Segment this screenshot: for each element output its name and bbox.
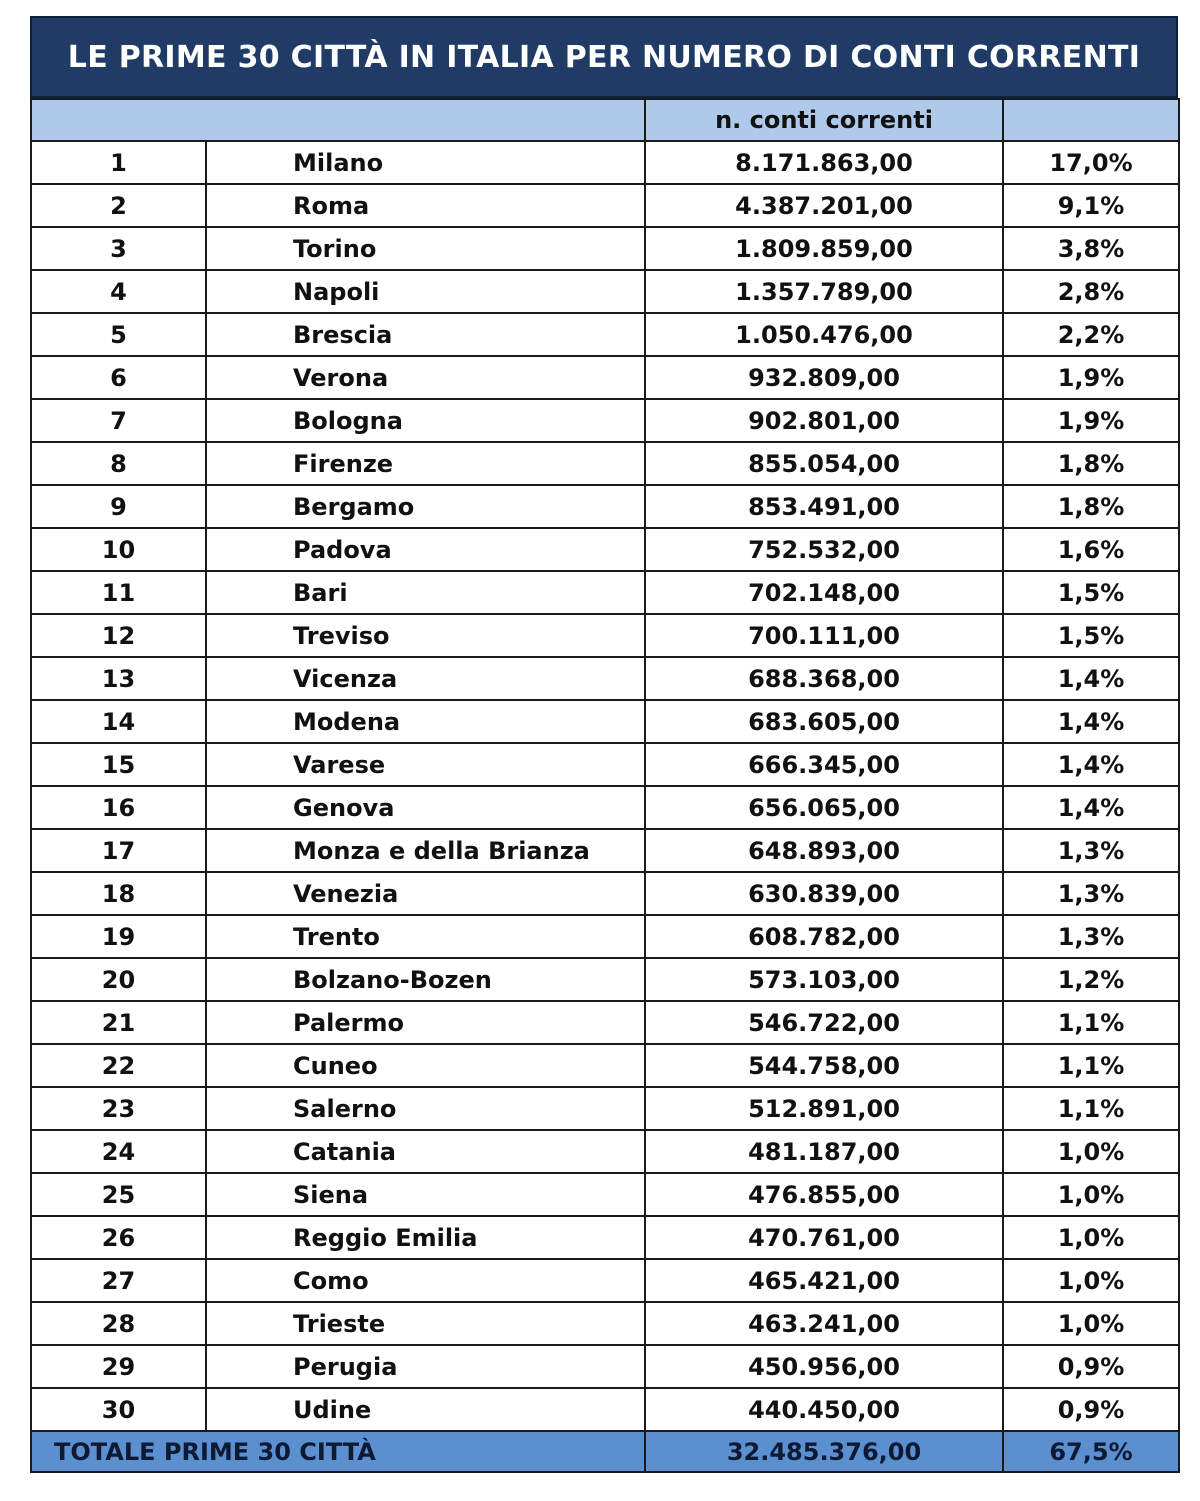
pct-cell: 1,3%	[1003, 829, 1179, 872]
table-row	[31, 700, 1179, 743]
value-cell: 630.839,00	[645, 872, 1003, 915]
value-cell: 752.532,00	[645, 528, 1003, 571]
value-cell: 463.241,00	[645, 1302, 1003, 1345]
rank-cell: 1	[31, 141, 206, 184]
value-cell: 702.148,00	[645, 571, 1003, 614]
rank-cell: 5	[31, 313, 206, 356]
pct-cell: 1,0%	[1003, 1173, 1179, 1216]
value-cell: 4.387.201,00	[645, 184, 1003, 227]
city-cell: Bologna	[206, 399, 645, 442]
pct-cell: 1,6%	[1003, 528, 1179, 571]
city-cell: Brescia	[206, 313, 645, 356]
value-cell: 656.065,00	[645, 786, 1003, 829]
pct-cell: 17,0%	[1003, 141, 1179, 184]
pct-cell: 1,2%	[1003, 958, 1179, 1001]
city-cell: Bolzano-Bozen	[206, 958, 645, 1001]
pct-cell: 1,8%	[1003, 485, 1179, 528]
value-cell: 440.450,00	[645, 1388, 1003, 1431]
value-cell: 544.758,00	[645, 1044, 1003, 1087]
rank-cell: 28	[31, 1302, 206, 1345]
value-cell: 512.891,00	[645, 1087, 1003, 1130]
table-row	[31, 614, 1179, 657]
pct-cell: 1,9%	[1003, 399, 1179, 442]
value-cell: 932.809,00	[645, 356, 1003, 399]
table-row	[31, 743, 1179, 786]
table-row	[31, 571, 1179, 614]
city-cell: Bergamo	[206, 485, 645, 528]
rank-cell: 16	[31, 786, 206, 829]
rank-cell: 23	[31, 1087, 206, 1130]
rank-cell: 8	[31, 442, 206, 485]
pct-cell: 1,4%	[1003, 700, 1179, 743]
city-cell: Napoli	[206, 270, 645, 313]
value-cell: 700.111,00	[645, 614, 1003, 657]
table-row	[31, 1130, 1179, 1173]
rank-cell: 30	[31, 1388, 206, 1431]
rank-cell: 12	[31, 614, 206, 657]
table-row	[31, 141, 1179, 184]
city-cell: Monza e della Brianza	[206, 829, 645, 872]
ranking-table-frame	[30, 16, 1178, 1473]
value-cell: 470.761,00	[645, 1216, 1003, 1259]
city-cell: Verona	[206, 356, 645, 399]
table-row	[31, 829, 1179, 872]
value-cell: 8.171.863,00	[645, 141, 1003, 184]
city-cell: Perugia	[206, 1345, 645, 1388]
city-cell: Udine	[206, 1388, 645, 1431]
table-row	[31, 399, 1179, 442]
value-cell: 688.368,00	[645, 657, 1003, 700]
value-cell: 855.054,00	[645, 442, 1003, 485]
value-cell: 683.605,00	[645, 700, 1003, 743]
table-row	[31, 1259, 1179, 1302]
rank-cell: 2	[31, 184, 206, 227]
rank-cell: 7	[31, 399, 206, 442]
rank-cell: 27	[31, 1259, 206, 1302]
city-cell: Venezia	[206, 872, 645, 915]
total-row	[31, 1431, 1179, 1472]
value-cell: 573.103,00	[645, 958, 1003, 1001]
table-row	[31, 786, 1179, 829]
rank-cell: 26	[31, 1216, 206, 1259]
table-row	[31, 1388, 1179, 1431]
rank-cell: 18	[31, 872, 206, 915]
city-cell: Salerno	[206, 1087, 645, 1130]
city-cell: Modena	[206, 700, 645, 743]
value-cell: 648.893,00	[645, 829, 1003, 872]
city-cell: Torino	[206, 227, 645, 270]
table-row	[31, 1001, 1179, 1044]
value-cell: 465.421,00	[645, 1259, 1003, 1302]
pct-cell: 1,0%	[1003, 1216, 1179, 1259]
value-cell: 476.855,00	[645, 1173, 1003, 1216]
rank-cell: 13	[31, 657, 206, 700]
value-cell: 902.801,00	[645, 399, 1003, 442]
pct-cell: 1,5%	[1003, 614, 1179, 657]
table-row	[31, 1216, 1179, 1259]
value-cell: 853.491,00	[645, 485, 1003, 528]
total-pct: 67,5%	[1003, 1431, 1179, 1472]
pct-cell: 1,1%	[1003, 1044, 1179, 1087]
value-cell: 450.956,00	[645, 1345, 1003, 1388]
value-cell: 1.809.859,00	[645, 227, 1003, 270]
pct-cell: 1,4%	[1003, 786, 1179, 829]
table-row	[31, 1173, 1179, 1216]
rank-cell: 3	[31, 227, 206, 270]
rank-cell: 20	[31, 958, 206, 1001]
pct-cell: 1,4%	[1003, 743, 1179, 786]
pct-cell: 0,9%	[1003, 1345, 1179, 1388]
city-cell: Siena	[206, 1173, 645, 1216]
table-row	[31, 227, 1179, 270]
table-row	[31, 184, 1179, 227]
rank-cell: 6	[31, 356, 206, 399]
rank-cell: 19	[31, 915, 206, 958]
pct-cell: 1,5%	[1003, 571, 1179, 614]
pct-cell: 2,2%	[1003, 313, 1179, 356]
pct-cell: 1,9%	[1003, 356, 1179, 399]
rank-cell: 29	[31, 1345, 206, 1388]
rank-cell: 4	[31, 270, 206, 313]
rank-cell: 10	[31, 528, 206, 571]
city-cell: Cuneo	[206, 1044, 645, 1087]
pct-cell: 1,0%	[1003, 1302, 1179, 1345]
table-row	[31, 485, 1179, 528]
header-blank-cell	[31, 99, 645, 141]
total-label: TOTALE PRIME 30 CITTÀ	[31, 1431, 645, 1472]
rank-cell: 11	[31, 571, 206, 614]
pct-cell: 0,9%	[1003, 1388, 1179, 1431]
value-cell: 546.722,00	[645, 1001, 1003, 1044]
value-cell: 1.050.476,00	[645, 313, 1003, 356]
pct-cell: 1,3%	[1003, 872, 1179, 915]
header-value-column: n. conti correnti	[645, 99, 1003, 141]
pct-cell: 1,8%	[1003, 442, 1179, 485]
table-row	[31, 356, 1179, 399]
city-cell: Palermo	[206, 1001, 645, 1044]
pct-cell: 3,8%	[1003, 227, 1179, 270]
city-cell: Treviso	[206, 614, 645, 657]
table-row	[31, 872, 1179, 915]
city-cell: Varese	[206, 743, 645, 786]
value-cell: 666.345,00	[645, 743, 1003, 786]
rank-cell: 9	[31, 485, 206, 528]
city-cell: Padova	[206, 528, 645, 571]
rank-cell: 22	[31, 1044, 206, 1087]
pct-cell: 2,8%	[1003, 270, 1179, 313]
rank-cell: 17	[31, 829, 206, 872]
table-row	[31, 657, 1179, 700]
pct-cell: 1,3%	[1003, 915, 1179, 958]
table-title: LE PRIME 30 CITTÀ IN ITALIA PER NUMERO DI CONTI CORRENTI	[30, 16, 1178, 98]
pct-cell: 1,0%	[1003, 1130, 1179, 1173]
value-cell: 608.782,00	[645, 915, 1003, 958]
table-row	[31, 915, 1179, 958]
city-cell: Trieste	[206, 1302, 645, 1345]
city-cell: Firenze	[206, 442, 645, 485]
value-cell: 481.187,00	[645, 1130, 1003, 1173]
city-cell: Trento	[206, 915, 645, 958]
rank-cell: 14	[31, 700, 206, 743]
city-cell: Bari	[206, 571, 645, 614]
pct-cell: 9,1%	[1003, 184, 1179, 227]
header-row	[31, 99, 1179, 141]
table-row	[31, 1044, 1179, 1087]
city-cell: Genova	[206, 786, 645, 829]
table-body	[31, 141, 1179, 1431]
table-row	[31, 270, 1179, 313]
table-row	[31, 313, 1179, 356]
table-row	[31, 1302, 1179, 1345]
city-cell: Vicenza	[206, 657, 645, 700]
rank-cell: 15	[31, 743, 206, 786]
table-row	[31, 958, 1179, 1001]
value-cell: 1.357.789,00	[645, 270, 1003, 313]
city-cell: Reggio Emilia	[206, 1216, 645, 1259]
pct-cell: 1,4%	[1003, 657, 1179, 700]
pct-cell: 1,1%	[1003, 1087, 1179, 1130]
header-pct-column	[1003, 99, 1179, 141]
table-row	[31, 1087, 1179, 1130]
pct-cell: 1,0%	[1003, 1259, 1179, 1302]
city-cell: Roma	[206, 184, 645, 227]
total-value: 32.485.376,00	[645, 1431, 1003, 1472]
city-cell: Catania	[206, 1130, 645, 1173]
ranking-table	[30, 98, 1180, 1473]
table-row	[31, 1345, 1179, 1388]
city-cell: Milano	[206, 141, 645, 184]
table-row	[31, 442, 1179, 485]
rank-cell: 24	[31, 1130, 206, 1173]
rank-cell: 21	[31, 1001, 206, 1044]
rank-cell: 25	[31, 1173, 206, 1216]
pct-cell: 1,1%	[1003, 1001, 1179, 1044]
table-row	[31, 528, 1179, 571]
city-cell: Como	[206, 1259, 645, 1302]
